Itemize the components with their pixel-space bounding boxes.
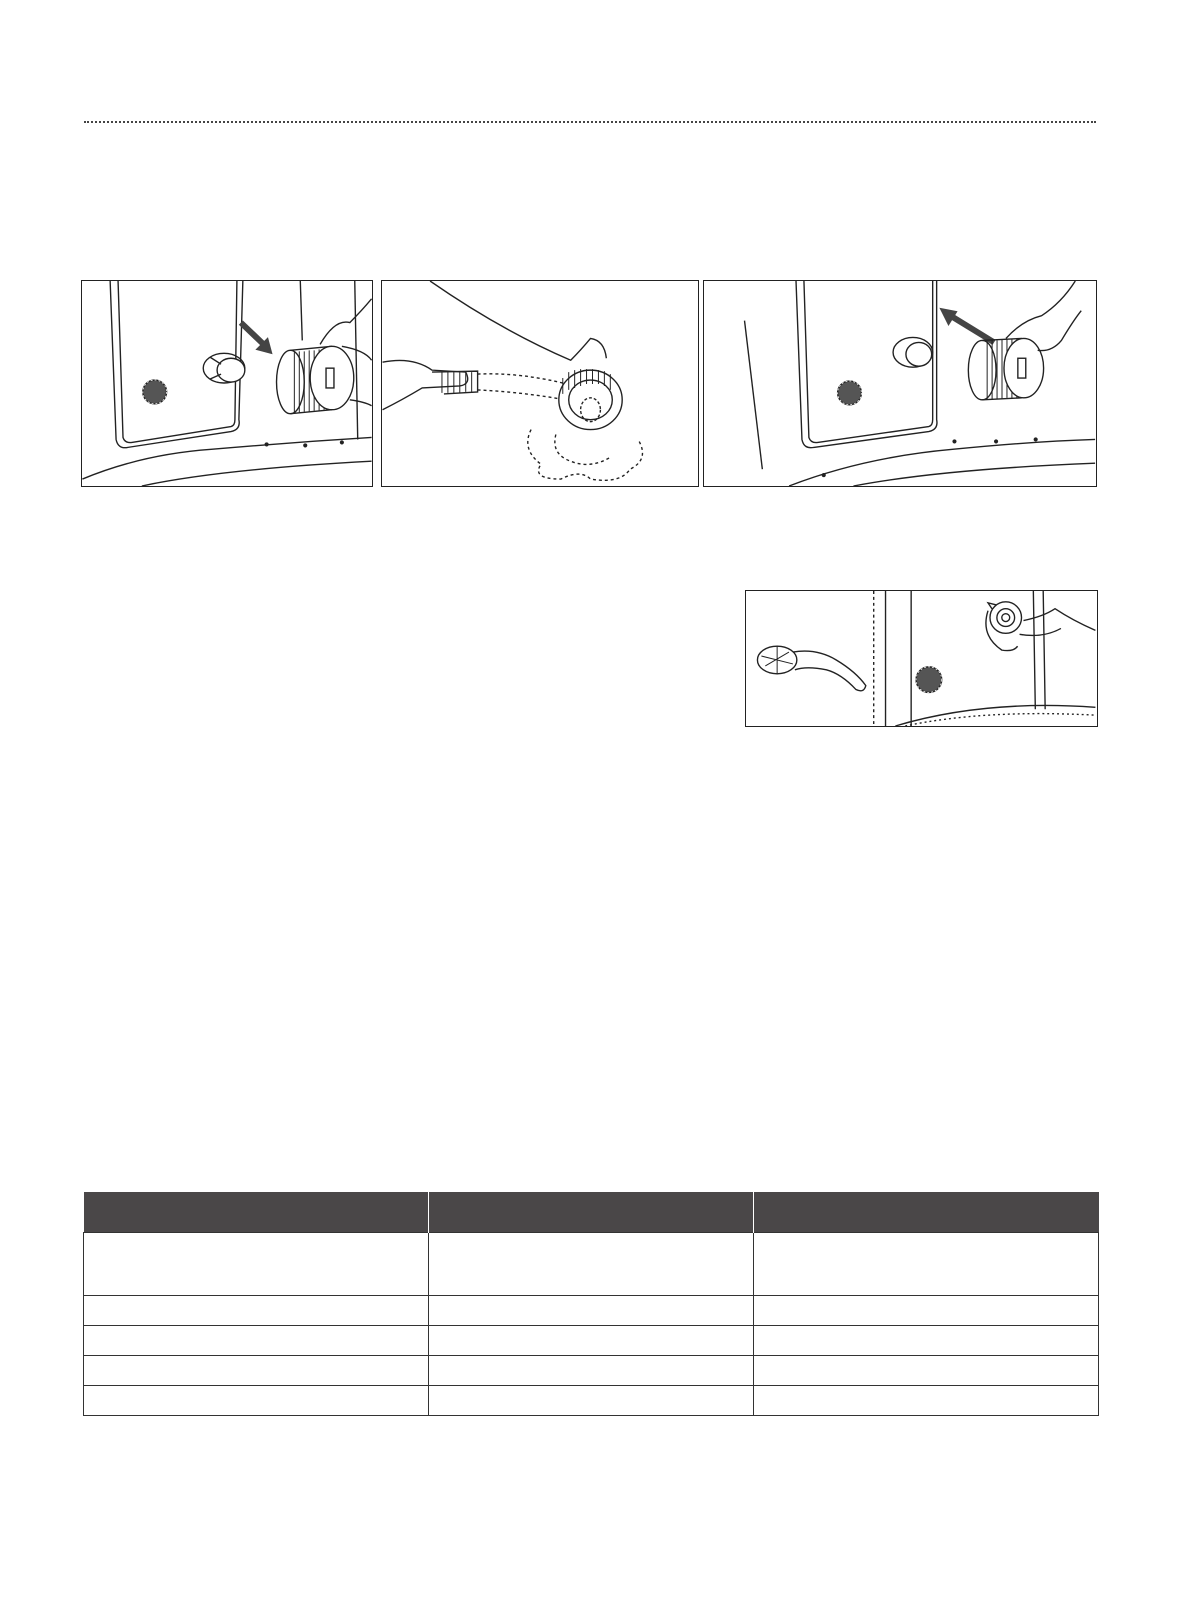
table-cell: [754, 1296, 1099, 1326]
figure-reinstall-filter: [703, 280, 1097, 487]
table-cell: [429, 1356, 754, 1386]
table-header-cell: [754, 1192, 1099, 1233]
table-header-cell: [84, 1192, 429, 1233]
table-row: [84, 1326, 1099, 1356]
table-cell: [84, 1386, 429, 1416]
table-cell: [84, 1356, 429, 1386]
table-cell: [754, 1233, 1099, 1296]
table-cell: [429, 1296, 754, 1326]
table-row: [84, 1386, 1099, 1416]
section-divider: [84, 121, 1096, 123]
table-cell: [429, 1386, 754, 1416]
table-cell: [754, 1326, 1099, 1356]
table-row: [84, 1233, 1099, 1296]
table-cell: [429, 1233, 754, 1296]
figure-remove-filter: [81, 280, 373, 487]
wrench-tool-illustration: [746, 591, 1097, 726]
spec-table: [83, 1192, 1099, 1416]
table-cell: [754, 1386, 1099, 1416]
table-cell: [84, 1296, 429, 1326]
table-header-row: [84, 1192, 1099, 1233]
table-cell: [84, 1233, 429, 1296]
filter-rinse-illustration: [382, 281, 698, 486]
figure-wrench-tool: [745, 590, 1098, 727]
table-header-cell: [429, 1192, 754, 1233]
filter-removal-illustration: [82, 281, 372, 486]
table-row: [84, 1356, 1099, 1386]
table-cell: [754, 1356, 1099, 1386]
table-row: [84, 1296, 1099, 1326]
figure-rinse-filter: [381, 280, 699, 487]
table-cell: [84, 1326, 429, 1356]
filter-install-illustration: [704, 281, 1096, 486]
table-cell: [429, 1326, 754, 1356]
